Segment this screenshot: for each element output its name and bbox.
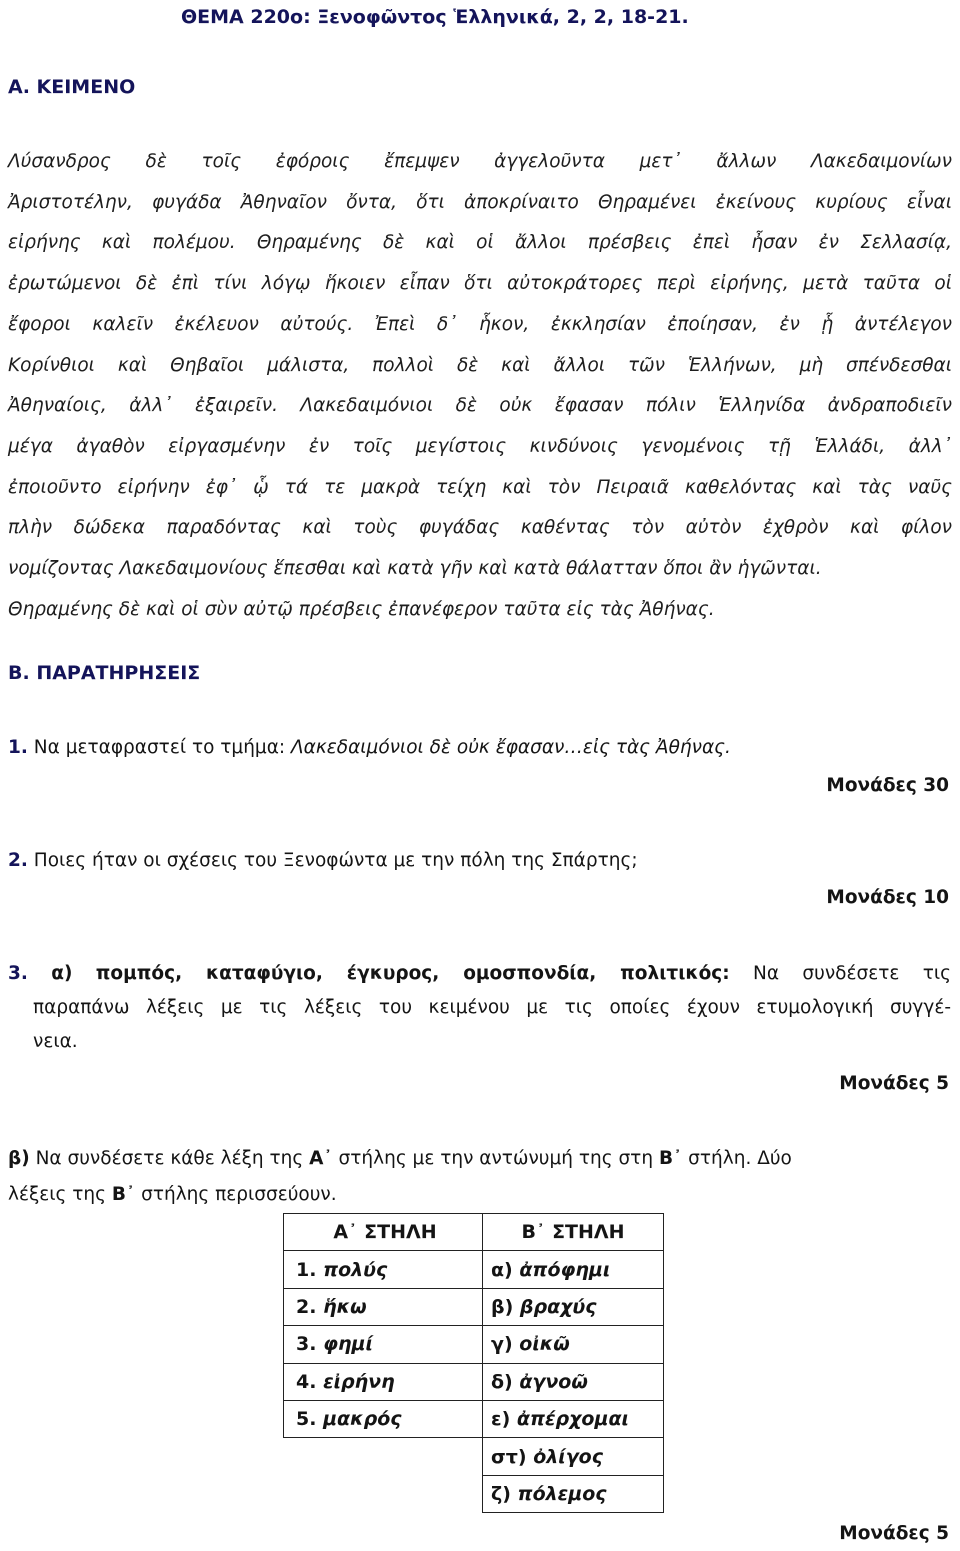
points-q1: Μονάδες 30 [826,775,949,796]
item-letter: δ) [491,1370,513,1393]
item-word: ἀπέρχομαι [516,1408,629,1431]
column-header-b: Β᾽ ΣΤΗΛΗ [483,1214,664,1251]
question-text: παραπάνω λέξεις με τις λέξεις του κειμένου με τις οποίες έχουν ετυμολογική συγγέ- [33,997,951,1018]
item-word: μακρός [323,1408,402,1431]
item-letter: ζ) [491,1482,511,1505]
text-line: πλὴν δώδεκα παραδόντας καὶ τοὺς φυγάδας καθέντας τὸν αὐτὸν ἐχθρὸν καὶ φίλον [8,517,952,539]
question-text: στήλη. Δύο [682,1148,792,1169]
words-list: πομπός, καταφύγιο, έγκυρος, ομοσπονδία, πολιτικός [95,963,723,984]
item-number: 2. [296,1295,317,1318]
table-row [284,1288,664,1325]
cell-b [483,1326,664,1363]
cell-a [284,1363,483,1400]
points-q3b: Μονάδες 5 [839,1523,949,1544]
item-letter: ε) [491,1408,511,1431]
part-label: α) [51,963,73,984]
text-line: Λύσανδρος δὲ τοῖς ἐφόροις ἔπεμψεν ἀγγελοῦντα μετ᾽ ἄλλων Λακεδαιμονίων [8,151,952,172]
text-line: εἰρήνης καὶ πολέμου. Θηραμένης δὲ καὶ οἱ ἄλλοι πρέσβεις ἐπεὶ ἦσαν ἐν Σελλασίᾳ, [8,232,952,254]
page-title: ΘΕΜΑ 220ο: Ξενοφῶντος Ἑλληνικά, 2, 2, 18-21. [181,6,689,28]
points-q3a: Μονάδες 5 [839,1073,949,1094]
column-ref: Β᾽ [658,1148,683,1169]
table-row [284,1251,664,1288]
text-line: νομίζοντας Λακεδαιμονίους ἕπεσθαι καὶ κατὰ γῆν καὶ κατὰ θάλατταν ὅποι ἂν ἡγῶνται. [8,558,822,580]
question-text: Να συνδέσετε κάθε λέξη της [29,1148,310,1169]
section-a-heading: Α. ΚΕΙΜΕΝΟ [8,76,136,98]
column-header-a: Α᾽ ΣΤΗΛΗ [284,1214,483,1251]
question-number: 2. [8,850,28,871]
question-3a [8,957,951,1059]
text-line: Ἀθηναίοις, ἀλλ᾽ ἐξαιρεῖν. Λακεδαιμόνιοι δὲ οὐκ ἔφασαν πόλιν Ἑλληνίδα ἀνδραποδιεῖν [8,395,952,417]
text-line: Ἀριστοτέλην, φυγάδα Ἀθηναῖον ὄντα, ὅτι ἀποκρίναιτο Θηραμένει ἐκείνους κυρίους εἶναι [8,191,952,213]
part-label: β) [8,1148,30,1169]
item-number: 5. [296,1408,317,1431]
cell-a [284,1400,483,1437]
item-word: εἰρήνη [323,1370,395,1393]
colon: : [722,963,730,984]
section-b-heading: Β. ΠΑΡΑΤΗΡΗΣΕΙΣ [8,662,201,684]
table-row [284,1326,664,1363]
empty-cell [284,1438,483,1475]
cell-b [483,1251,664,1288]
item-word: ἀγνοῶ [519,1370,588,1393]
matching-table [283,1213,664,1513]
question-1 [8,735,731,761]
item-word: ἥκω [323,1295,367,1318]
question-quote: Λακεδαιμόνιοι δὲ οὐκ ἔφασαν…εἰς τὰς Ἀθήνας. [291,737,731,758]
question-3b-line2 [8,1182,337,1208]
item-word: πόλεμος [517,1482,607,1505]
question-3a-line [8,957,951,991]
empty-cell [284,1475,483,1512]
question-text: Να μεταφραστεί το τμήμα: [33,737,292,758]
item-word: φημί [323,1333,373,1356]
question-text: Ποιες ήταν οι σχέσεις του Ξενοφώντα με την πόλη της Σπάρτης; [33,850,638,871]
item-letter: β) [491,1295,514,1318]
ancient-text [8,142,952,630]
table-row [284,1475,664,1512]
column-ref: Α᾽ [309,1148,333,1169]
text-line: ἐποιοῦντο εἰρήνην ἐφ᾽ ᾧ τά τε μακρὰ τείχη καὶ τὸν Πειραιᾶ καθελόντας καὶ τὰς ναῦς [8,476,952,498]
cell-a [284,1326,483,1363]
question-text: Να συνδέσετε τις [729,963,951,984]
question-text: λέξεις της [8,1184,112,1205]
text-line: Θηραμένης δὲ καὶ οἱ σὺν αὐτῷ πρέσβεις ἐπανέφερον ταῦτα εἰς τὰς Ἀθήνας. [8,598,715,620]
question-number: 1. [8,737,28,758]
item-word: πολύς [323,1258,388,1281]
column-ref: Β᾽ [111,1184,136,1205]
table-row [284,1438,664,1475]
question-text: στήλης περισσεύουν. [135,1184,337,1205]
cell-b [483,1363,664,1400]
cell-a [284,1288,483,1325]
cell-b [483,1438,664,1475]
table-header-row [284,1214,664,1251]
item-number: 1. [296,1258,317,1281]
table-row [284,1363,664,1400]
item-letter: στ) [491,1445,527,1468]
item-word: ἀπόφημι [519,1258,611,1281]
text-line: Κορίνθιοι καὶ Θηβαῖοι μάλιστα, πολλοὶ δὲ καὶ ἄλλοι τῶν Ἑλλήνων, μὴ σπένδεσθαι [8,354,952,376]
text-line: μέγα ἀγαθὸν εἰργασμένην ἐν τοῖς μεγίστοις κινδύνοις γενομένοις τῇ Ἑλλάδι, ἀλλ᾽ [8,435,952,457]
item-number: 4. [296,1370,317,1393]
question-text: στήλης με την αντώνυμή της στη [332,1148,659,1169]
table-row [284,1400,664,1437]
item-word: βραχύς [519,1295,597,1318]
text-line: ἔφοροι καλεῖν ἐκέλευον αὐτούς. Ἐπεὶ δ᾽ ἧκον, ἐκκλησίαν ἐποίησαν, ἐν ᾗ ἀντέλεγον [8,313,952,335]
cell-b [483,1400,664,1437]
points-q2: Μονάδες 10 [826,887,949,908]
item-word: οἰκῶ [519,1333,570,1356]
item-number: 3. [296,1333,317,1356]
text-line: ἐρωτώμενοι δὲ ἐπὶ τίνι λόγῳ ἥκοιεν εἶπαν ὅτι αὐτοκράτορες περὶ εἰρήνης, μετὰ ταῦτα οἱ [8,273,952,295]
question-3b [8,1146,792,1172]
cell-a [284,1251,483,1288]
item-letter: α) [491,1258,513,1281]
question-2 [8,848,638,874]
question-number: 3. [8,963,28,984]
cell-b [483,1475,664,1512]
item-word: ὀλίγος [533,1445,603,1468]
question-text: νεια. [33,1031,78,1052]
item-letter: γ) [491,1333,513,1356]
cell-b [483,1288,664,1325]
